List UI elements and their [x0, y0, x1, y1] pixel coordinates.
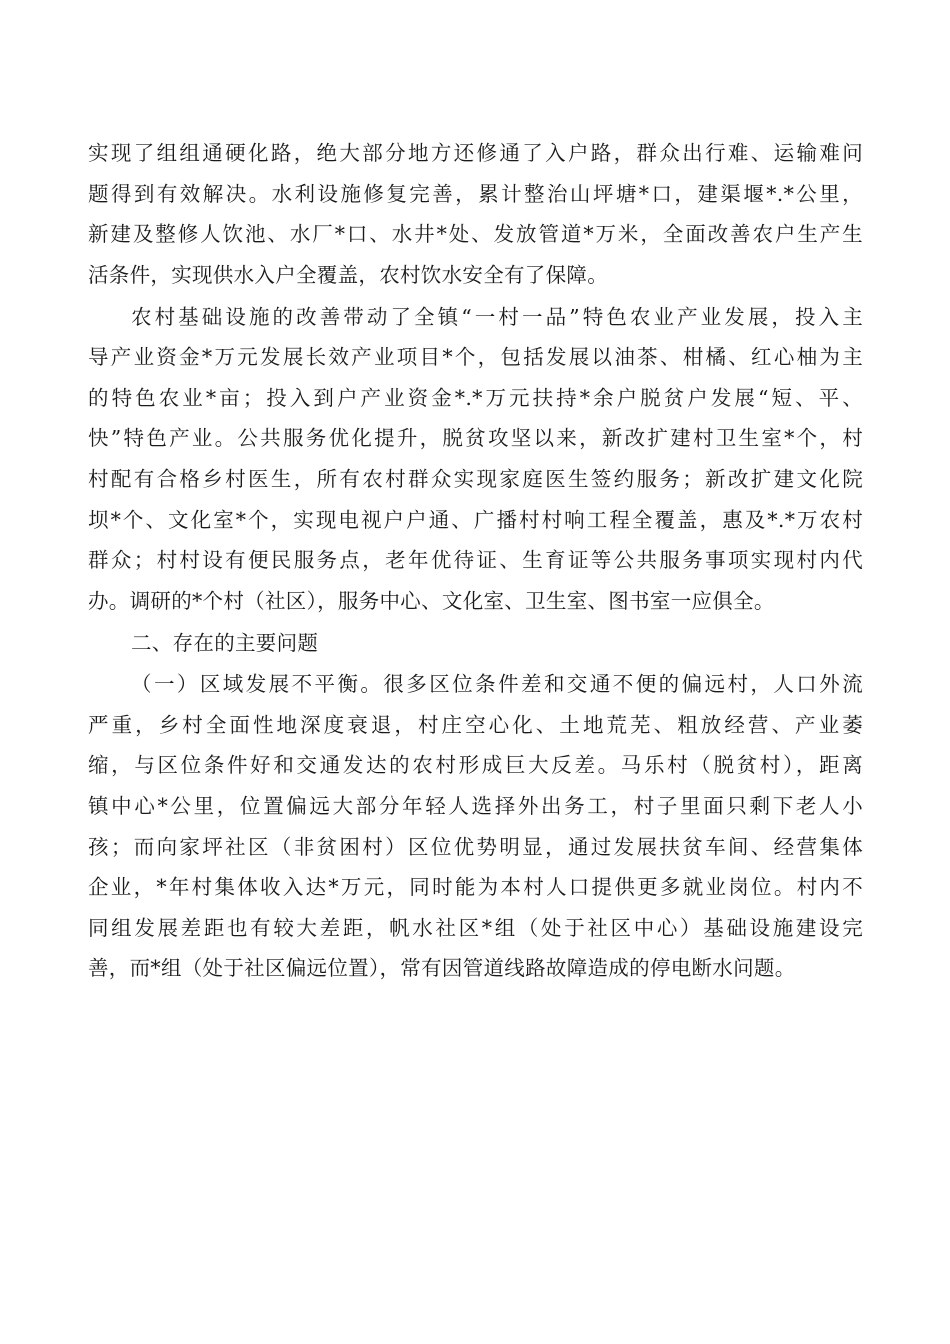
text-line: 同组发展差距也有较大差距，帆水社区*组（处于社区中心）基础设施建设完 [88, 915, 863, 940]
text-line: 善，而*组（处于社区偏远位置），常有因管道线路故障造成的停电断水问题。 [88, 956, 796, 981]
text-line: 严重，乡村全面性地深度衰退，村庄空心化、土地荒芜、粗放经营、产业萎 [88, 712, 863, 737]
paragraph-1 [88, 133, 863, 295]
text-line: 村配有合格乡村医生，所有农村群众实现家庭医生签约服务；新改扩建文化院 [88, 466, 863, 491]
text-line: 快”特色产业。公共服务优化提升，脱贫攻坚以来，新改扩建村卫生室*个，村 [88, 426, 863, 451]
text-line: 题得到有效解决。水利设施修复完善，累计整治山坪塘*口，建渠堰*.*公里， [88, 181, 863, 206]
text-line: 农村基础设施的改善带动了全镇“一村一品”特色农业产业发展，投入主 [131, 304, 863, 329]
text-line: （一）区域发展不平衡。很多区位条件差和交通不便的偏远村，人口外流 [131, 672, 863, 697]
text-line: 企业，*年村集体收入达*万元，同时能为本村人口提供更多就业岗位。村内不 [88, 875, 863, 900]
text-line: 新建及整修人饮池、水厂*口、水井*处、发放管道*万米，全面改善农户生产生 [88, 222, 863, 247]
text-line: 缩，与区位条件好和交通发达的农村形成巨大反差。马乐村（脱贫村），距离 [88, 753, 863, 778]
paragraph-2 [88, 297, 863, 622]
text-line: 办。调研的*个村（社区），服务中心、文化室、卫生室、图书室一应俱全。 [88, 588, 775, 613]
text-line: 实现了组组通硬化路，绝大部分地方还修通了入户路，群众出行难、运输难问 [88, 141, 863, 165]
text-line: 活条件，实现供水入户全覆盖，农村饮水安全有了保障。 [88, 262, 608, 287]
heading-text: 二、存在的主要问题 [131, 630, 319, 655]
text-line: 导产业资金*万元发展长效产业项目*个，包括发展以油茶、柑橘、红心柚为主 [88, 345, 863, 370]
section-heading [88, 623, 863, 664]
text-line: 镇中心*公里，位置偏远大部分年轻人选择外出务工，村子里面只剩下老人小 [88, 794, 863, 819]
document-body [88, 133, 863, 989]
text-line: 孩；而向家坪社区（非贫困村）区位优势明显，通过发展扶贫车间、经营集体 [88, 834, 863, 859]
text-line: 的特色农业*亩；投入到户产业资金*.*万元扶持*余户脱贫户发展“短、平、 [88, 385, 863, 410]
text-line: 坝*个、文化室*个，实现电视户户通、广播村村响工程全覆盖，惠及*.*万农村 [88, 507, 863, 532]
paragraph-3 [88, 664, 863, 989]
text-line: 群众；村村设有便民服务点，老年优待证、生育证等公共服务事项实现村内代 [88, 548, 863, 573]
